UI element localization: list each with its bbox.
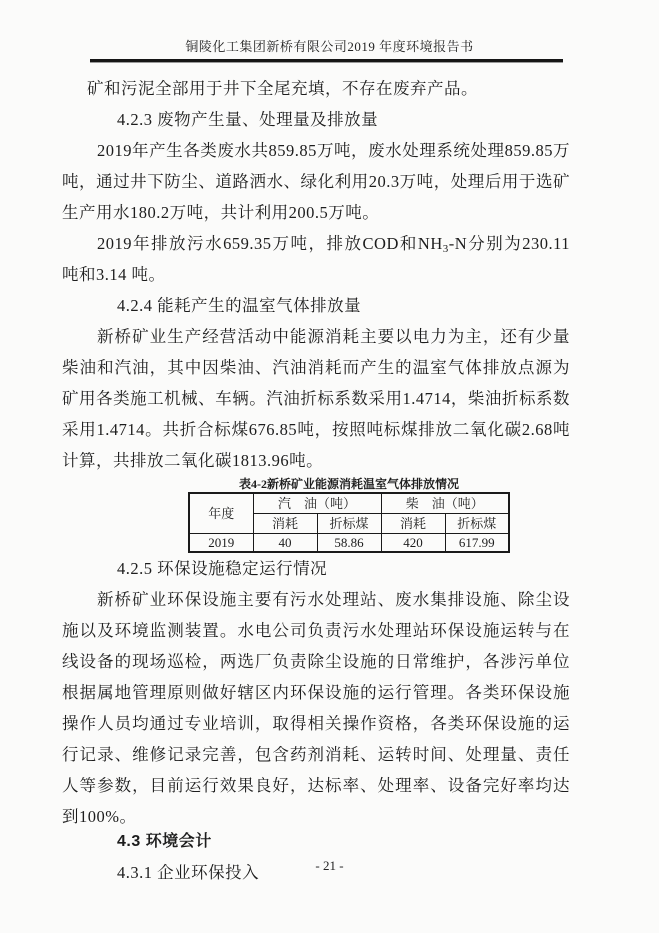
heading-4-3-1: 4.3.1 企业环保投入	[117, 863, 260, 882]
page-content	[62, 73, 570, 888]
paragraph-discharge	[62, 228, 570, 290]
table-subheader-diesel-consumption: 消耗	[381, 514, 445, 534]
table-subheader-gas-consumption: 消耗	[253, 514, 317, 534]
cell-diesel-coal: 617.99	[445, 534, 509, 553]
discharge-text-post: -N分别为230.11 吨和3.14 吨。	[62, 234, 570, 284]
cell-gas-consumption: 40	[253, 534, 317, 553]
table-row	[189, 534, 509, 553]
cell-diesel-consumption: 420	[381, 534, 445, 553]
table-4-2-block	[188, 476, 510, 553]
table-subheader-gas-coal-equivalent: 折标煤	[317, 514, 381, 534]
cell-gas-coal: 58.86	[317, 534, 381, 553]
header-divider	[90, 59, 563, 63]
heading-4-2-5: 4.2.5 环保设施稳定运行情况	[117, 559, 328, 578]
table-header-year: 年度	[189, 493, 253, 534]
table-subheader-diesel-coal-equivalent: 折标煤	[445, 514, 509, 534]
paragraph-wastewater: 2019年产生各类废水共859.85万吨，废水处理系统处理859.85万吨，通过井下防尘、道路洒水、绿化利用20.3万吨，处理后用于选矿生产用水180.2万吨，共计利用200.5万吨。	[62, 141, 570, 222]
energy-emission-table	[188, 492, 510, 553]
paragraph-environmental-facilities: 新桥矿业环保设施主要有污水处理站、废水集排设施、除尘设施以及环境监测装置。水电公司负责污水处理站环保设施运转与在线设备的现场巡检，两选厂负责除尘设施的日常维护，各涉污单位根据属地管理原则做好辖区内环保设施的运行管理。各类环保设施操作人员均通过专业培训，取得相关操作资格，各类环保设施的运行记录、维修记录完善，包含药剂消耗、运转时间、处理量、责任人等参数，目前运行效果良好，达标率、处理率、设备完好率均达到100%。	[62, 590, 570, 826]
heading-4-2-4: 4.2.4 能耗产生的温室气体排放量	[117, 296, 362, 315]
header-title: 铜陵化工集团新桥有限公司2019 年度环境报告书	[185, 39, 474, 54]
discharge-text-pre: 2019年排放污水659.35万吨，排放COD和NH	[97, 234, 443, 253]
table-group-header-row	[189, 493, 509, 514]
nh3-subscript: 3	[442, 243, 449, 255]
cell-year: 2019	[189, 534, 253, 553]
page-header	[0, 36, 659, 55]
page-number: - 21 -	[315, 858, 344, 873]
paragraph-tailings-continuation: 矿和污泥全部用于井下全尾充填，不存在废弃产品。	[87, 79, 478, 98]
paragraph-energy-consumption: 新桥矿业生产经营活动中能源消耗主要以电力为主，还有少量柴油和汽油，其中因柴油、汽油消耗而产生的温室气体排放点源为矿用各类施工机械、车辆。汽油折标系数采用1.4714，柴油折标系数采用1.4714。共折合标煤676.85吨，按照吨标煤排放二氧化碳2.68吨计算，共排放二氧化碳1813.96吨。	[62, 327, 570, 470]
heading-4-3: 4.3 环境会计	[117, 833, 212, 850]
heading-4-2-3: 4.2.3 废物产生量、处理量及排放量	[117, 110, 379, 129]
table-caption: 表4-2新桥矿业能源消耗温室气体排放情况	[239, 477, 459, 491]
table-header-diesel: 柴 油（吨）	[381, 493, 509, 514]
table-header-gasoline: 汽 油（吨）	[253, 493, 381, 514]
